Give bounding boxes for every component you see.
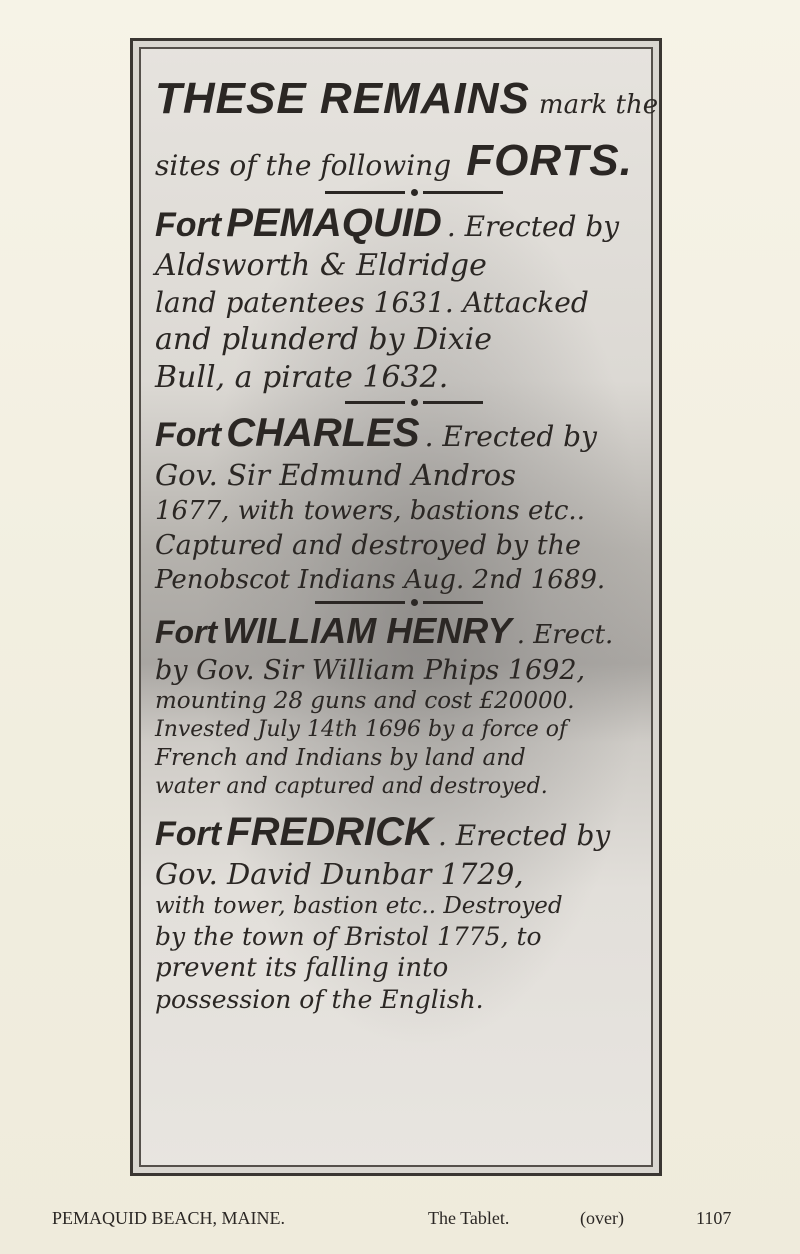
- tablet-text: [155, 69, 659, 1153]
- fort-line: Bull, a pirate 1632.: [155, 360, 449, 395]
- fort-line: prevent its falling into: [155, 953, 449, 983]
- fort-line: possession of the English.: [155, 985, 484, 1014]
- fort-title-line: [155, 610, 643, 651]
- fort-line: French and Indians by land and: [155, 745, 526, 771]
- fort-line: land patentees 1631. Attacked: [155, 286, 589, 319]
- fort-title-line: [155, 203, 643, 243]
- divider: [155, 395, 643, 409]
- fort-name: FREDRICK: [226, 810, 433, 854]
- fort-prefix: Fort: [155, 815, 222, 853]
- fort-line: water and captured and destroyed.: [155, 774, 548, 799]
- caption-title: The Tablet.: [428, 1208, 510, 1228]
- fort-prefix: Fort: [155, 416, 222, 454]
- fort-line: Invested July 14th 1696 by a force of: [155, 717, 568, 742]
- fort-line: Gov. David Dunbar 1729,: [155, 857, 524, 891]
- fort-prefix: Fort: [155, 206, 222, 244]
- fort-name: CHARLES: [226, 411, 420, 455]
- fort-section-fredrick: [155, 812, 643, 1012]
- caption-number: 1107: [696, 1208, 732, 1228]
- fort-section-pemaquid: [155, 203, 643, 393]
- heading-script-2: sites of the following: [155, 149, 452, 182]
- fort-line: and plunderd by Dixie: [155, 322, 493, 357]
- divider: [155, 185, 643, 199]
- fort-line: Gov. Sir Edmund Andros: [155, 458, 516, 492]
- memorial-tablet: [130, 38, 662, 1176]
- heading-forts: FORTS.: [466, 136, 633, 185]
- postcard-caption: [0, 1208, 800, 1232]
- fort-line: . Erected by: [446, 210, 620, 243]
- fort-line: by Gov. Sir William Phips 1692,: [155, 655, 586, 686]
- fort-line: Captured and destroyed by the: [155, 530, 581, 561]
- fort-line: by the town of Bristol 1775, to: [155, 922, 542, 951]
- fort-prefix: Fort: [155, 614, 218, 650]
- fort-name: WILLIAM HENRY: [222, 610, 512, 651]
- caption-location: PEMAQUID BEACH, MAINE.: [52, 1208, 285, 1228]
- fort-line: . Erect.: [516, 620, 614, 650]
- fort-section-charles: [155, 413, 643, 593]
- fort-section-william-henry: [155, 610, 643, 799]
- heading-caps: THESE REMAINS: [155, 74, 530, 123]
- fort-line: . Erected by: [437, 819, 611, 852]
- heading-script: mark the: [538, 90, 659, 120]
- fort-line: 1677, with towers, bastions etc..: [155, 496, 585, 526]
- heading-line-1: [155, 74, 659, 123]
- fort-line: Penobscot Indians Aug. 2nd 1689.: [155, 565, 606, 595]
- caption-note: (over): [580, 1208, 624, 1228]
- divider: [155, 595, 643, 609]
- heading-line-2: [155, 136, 643, 185]
- fort-line: . Erected by: [424, 420, 597, 453]
- fort-line: Aldsworth & Eldridge: [155, 248, 487, 283]
- fort-line: with tower, bastion etc.. Destroyed: [155, 893, 563, 919]
- fort-title-line: [155, 413, 643, 453]
- fort-title-line: [155, 812, 643, 852]
- fort-name: PEMAQUID: [226, 201, 442, 245]
- fort-line: mounting 28 guns and cost £20000.: [155, 688, 575, 714]
